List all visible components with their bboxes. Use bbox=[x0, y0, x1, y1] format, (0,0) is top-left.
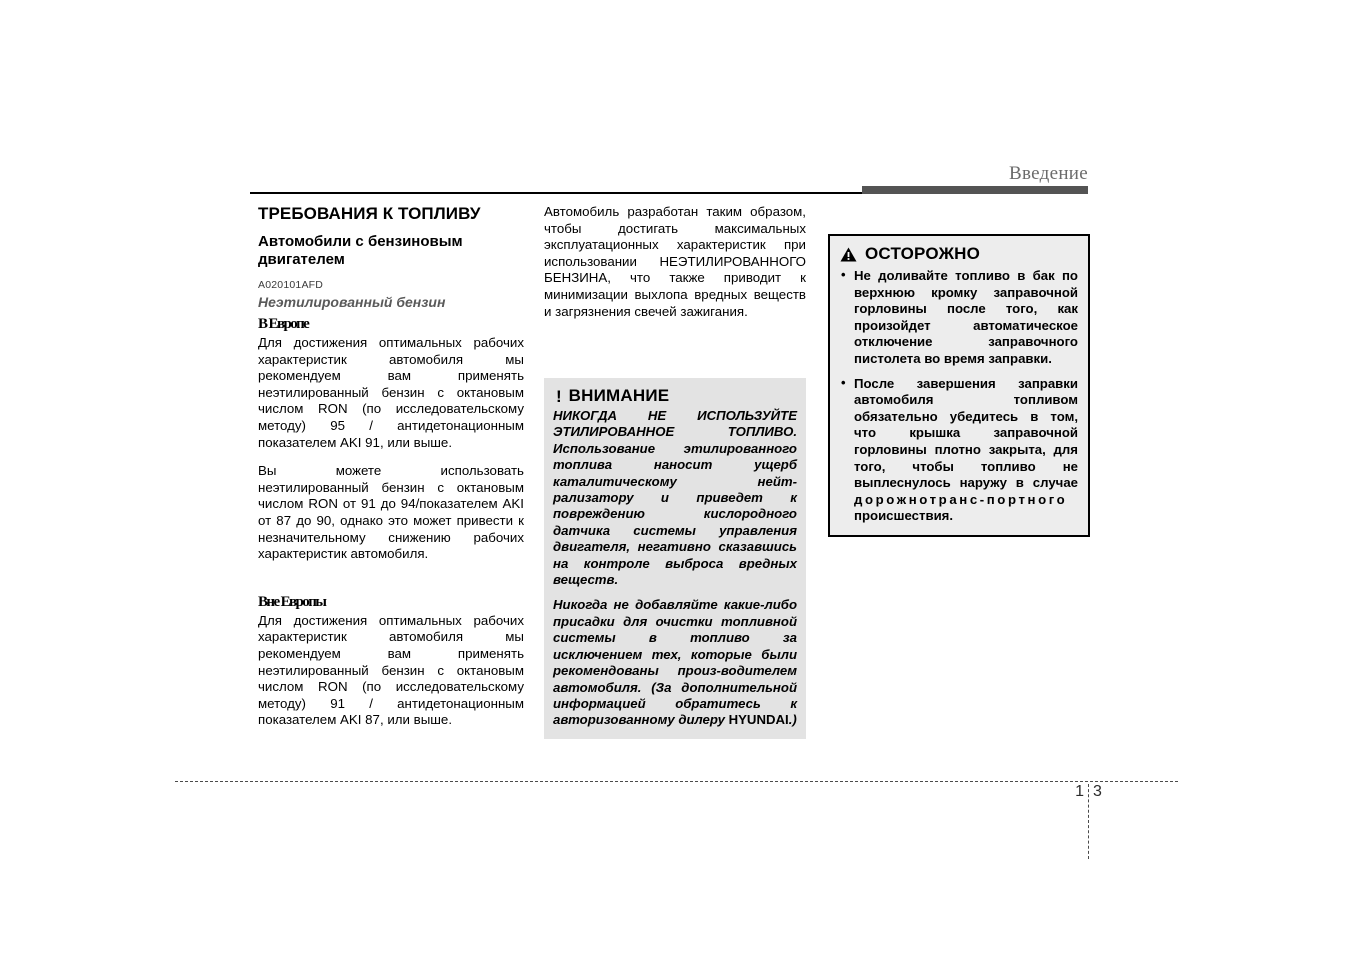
paragraph-outside-europe: Для достижения оптимальных рабочих характеристик автомобиля мы рекомендуем вам применять неэтилированный бензин с октановым числом RON (по исследовательскому методу) 91 / антидетонационным показателем AKI 87, или выше. bbox=[258, 612, 524, 728]
page-number: 3 bbox=[1093, 783, 1102, 800]
caution-paragraph-2 bbox=[553, 597, 797, 728]
warning-list bbox=[840, 268, 1078, 525]
paragraph-europe-1: Для достижения оптимальных рабочих характеристик автомобиля мы рекомендуем вам применять неэтилированный бензин с октановым числом RON (по исследовательскому методу) 95 / антидетонационным показателем AKI 91, или выше. bbox=[258, 335, 524, 450]
footer-vertical-divider bbox=[1088, 784, 1089, 859]
warning-item-2-part-3: происшествия. bbox=[854, 508, 954, 524]
subsection-title: Автомобили с бензиновым двигателем bbox=[258, 232, 463, 269]
caution-title: ВНИМАНИЕ bbox=[568, 386, 670, 405]
document-code: A020101AFD bbox=[258, 279, 324, 292]
warning-title: ОСТОРОЖНО bbox=[865, 244, 981, 263]
paragraph-intro: Автомобиль разработан таким образом, чтобы достигать максимальных эксплуатационных характеристик при использовании НЕЭТИЛИРОВАННОГО БЕНЗИНА, что также приводит к минимизации выхлопа вредных веществ и загрязнения свечей зажигания. bbox=[544, 204, 806, 319]
warning-item-2-part-1: После завершения заправки автомобиля топливом обязательно убедитесь в том, что крышка заправочной горловины плотно закрыта, для того, чтобы топливо не выплеснулось наружу в случае bbox=[854, 375, 1078, 491]
middle-column bbox=[544, 204, 806, 320]
footer-divider bbox=[175, 781, 1178, 782]
page-title: ТРЕБОВАНИЯ К ТОПЛИВУ bbox=[258, 204, 481, 223]
exclamation-icon: ! bbox=[556, 386, 562, 406]
outside-europe-heading: Вне Европы bbox=[258, 593, 326, 610]
warning-list-item: • Не доливайте топливо в бак по верхнюю кромку заправочной горловины после того, как произойдет автоматическое отключение заправочного пистолета во время заправки. bbox=[840, 268, 1078, 368]
header-accent-bar bbox=[862, 186, 1088, 194]
caution-paragraph-2-tail: .) bbox=[788, 712, 797, 728]
caution-header bbox=[553, 386, 797, 406]
caution-paragraph-2-text: Никогда не добавляйте какие-либо присадки для очистки топливной системы в топливо за исключением тех, которые были рекомендованы произ-водителем автомобиля. (За дополнительной информацией обратитесь к авторизованному дилеру bbox=[553, 597, 797, 728]
warning-item-2-spaced: дорожнотранс-портного bbox=[854, 491, 1068, 507]
warning-header bbox=[840, 244, 1078, 264]
unleaded-fuel-heading: Неэтилированный бензин bbox=[258, 294, 446, 311]
warning-triangle-icon bbox=[840, 247, 857, 262]
left-column bbox=[258, 204, 524, 729]
paragraph-europe-2: Вы можете использовать неэтилированный бензин с октановым числом RON от 91 до 94/показателем AKI от 87 до 90, однако это может привести к незначительному снижению рабочих характеристик автомобиля. bbox=[258, 463, 524, 562]
brand-name: HYUNDAI bbox=[728, 712, 789, 728]
in-europe-heading: В Европе bbox=[258, 316, 309, 333]
caution-box bbox=[544, 378, 806, 739]
warning-list-item bbox=[840, 376, 1078, 525]
chapter-number: 1 bbox=[1075, 783, 1084, 800]
warning-box bbox=[828, 234, 1090, 537]
column-spacer bbox=[258, 575, 524, 593]
caution-paragraph-1: НИКОГДА НЕ ИСПОЛЬЗУЙТЕ ЭТИЛИРОВАННОЕ ТОПЛИВО. Использование этилированного топлива наносит ущерб каталитическому нейт-рализатору и приведет к повреждению кислородного датчика системы управления двигателя, негативно сказавшись на контроле выброса вредных веществ. bbox=[553, 408, 797, 588]
chapter-header-title: Введение bbox=[1009, 163, 1088, 184]
